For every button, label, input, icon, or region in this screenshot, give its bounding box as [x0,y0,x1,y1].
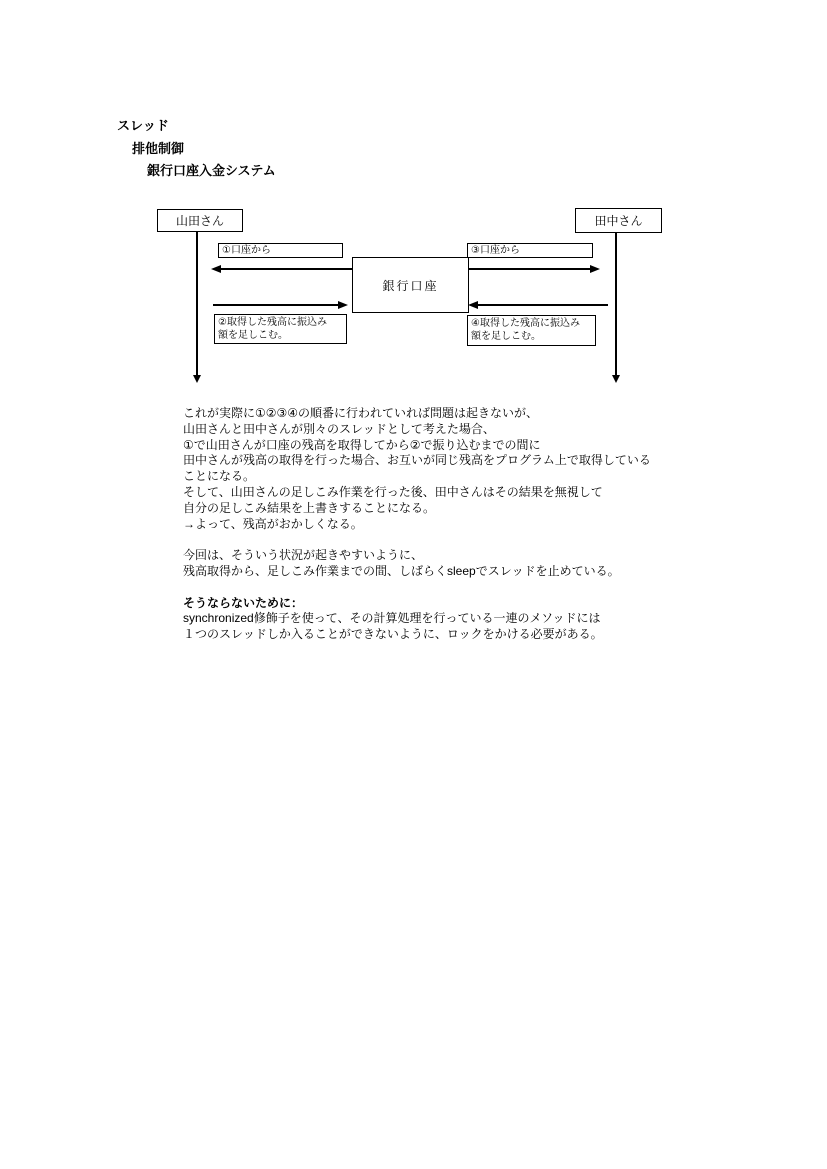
body-line: 残高取得から、足しこみ作業までの間、しばらくsleepでスレッドを止めている。 [183,563,620,578]
arrow-down-icon [612,375,620,383]
body-line: →よって、残高がおかしくなる。 [183,516,363,531]
body-line: ①で山田さんが口座の残高を取得してから②で振り込むまでの間に [183,437,541,452]
message-label-2-line2: 額を足しこむ。 [218,330,288,341]
body-line: 今回は、そういう状況が起きやすいように、 [183,548,424,563]
bank-account-box: 銀行口座 [352,257,469,313]
body-line [183,580,651,596]
arrow-4-line [477,304,608,306]
body-line: ことになる。 [183,469,256,484]
body-line: 山田さんと田中さんが別々のスレッドとして考えた場合、 [183,421,495,436]
arrow-left-icon [468,301,478,309]
message-label-2-line1: ②取得した残高に振込み [218,317,327,328]
actor-box-yamada: 山田さん [157,209,243,232]
heading-bank-deposit-system: 銀行口座入金システム [147,163,276,178]
message-label-4 [467,315,596,346]
arrow-1-line [220,268,352,270]
body-line: そうならないために： [183,595,304,610]
body-line: これが実際に①②③④の順番に行われていれば問題は起きないが、 [183,406,539,420]
message-label-4-line2: 額を足しこむ。 [471,331,541,342]
message-label-1: ①口座から [218,243,343,258]
lifeline-yamada [196,232,198,375]
message-label-2 [214,314,347,344]
lifeline-tanaka [615,233,617,375]
arrow-3-line [469,268,592,270]
actor-box-tanaka: 田中さん [575,208,662,233]
arrow-right-icon [590,265,600,273]
body-line: １つのスレッドしか入ることができないように、ロックをかける必要がある。 [183,627,603,642]
message-label-4-line1: ④取得した残高に振込み [471,318,580,329]
body-line [183,532,651,548]
arrow-2-line [213,304,340,306]
body-text [183,406,651,643]
arrow-right-icon [338,301,348,309]
arrow-left-icon [211,265,221,273]
body-line: 田中さんが残高の取得を行った場合、お互いが同じ残高をプログラム上で取得している [183,453,651,468]
heading-thread: スレッド [117,118,169,133]
arrow-down-icon [193,375,201,383]
heading-exclusive-control: 排他制御 [132,141,185,156]
body-line: 自分の足しこみ結果を上書きすることになる。 [183,500,436,515]
body-line: synchronized修飾子を使って、その計算処理を行っている一連のメソッドには [183,611,601,626]
body-line: そして、山田さんの足しこみ作業を行った後、田中さんはその結果を無視して [183,484,603,499]
message-label-3: ③口座から [467,243,593,258]
